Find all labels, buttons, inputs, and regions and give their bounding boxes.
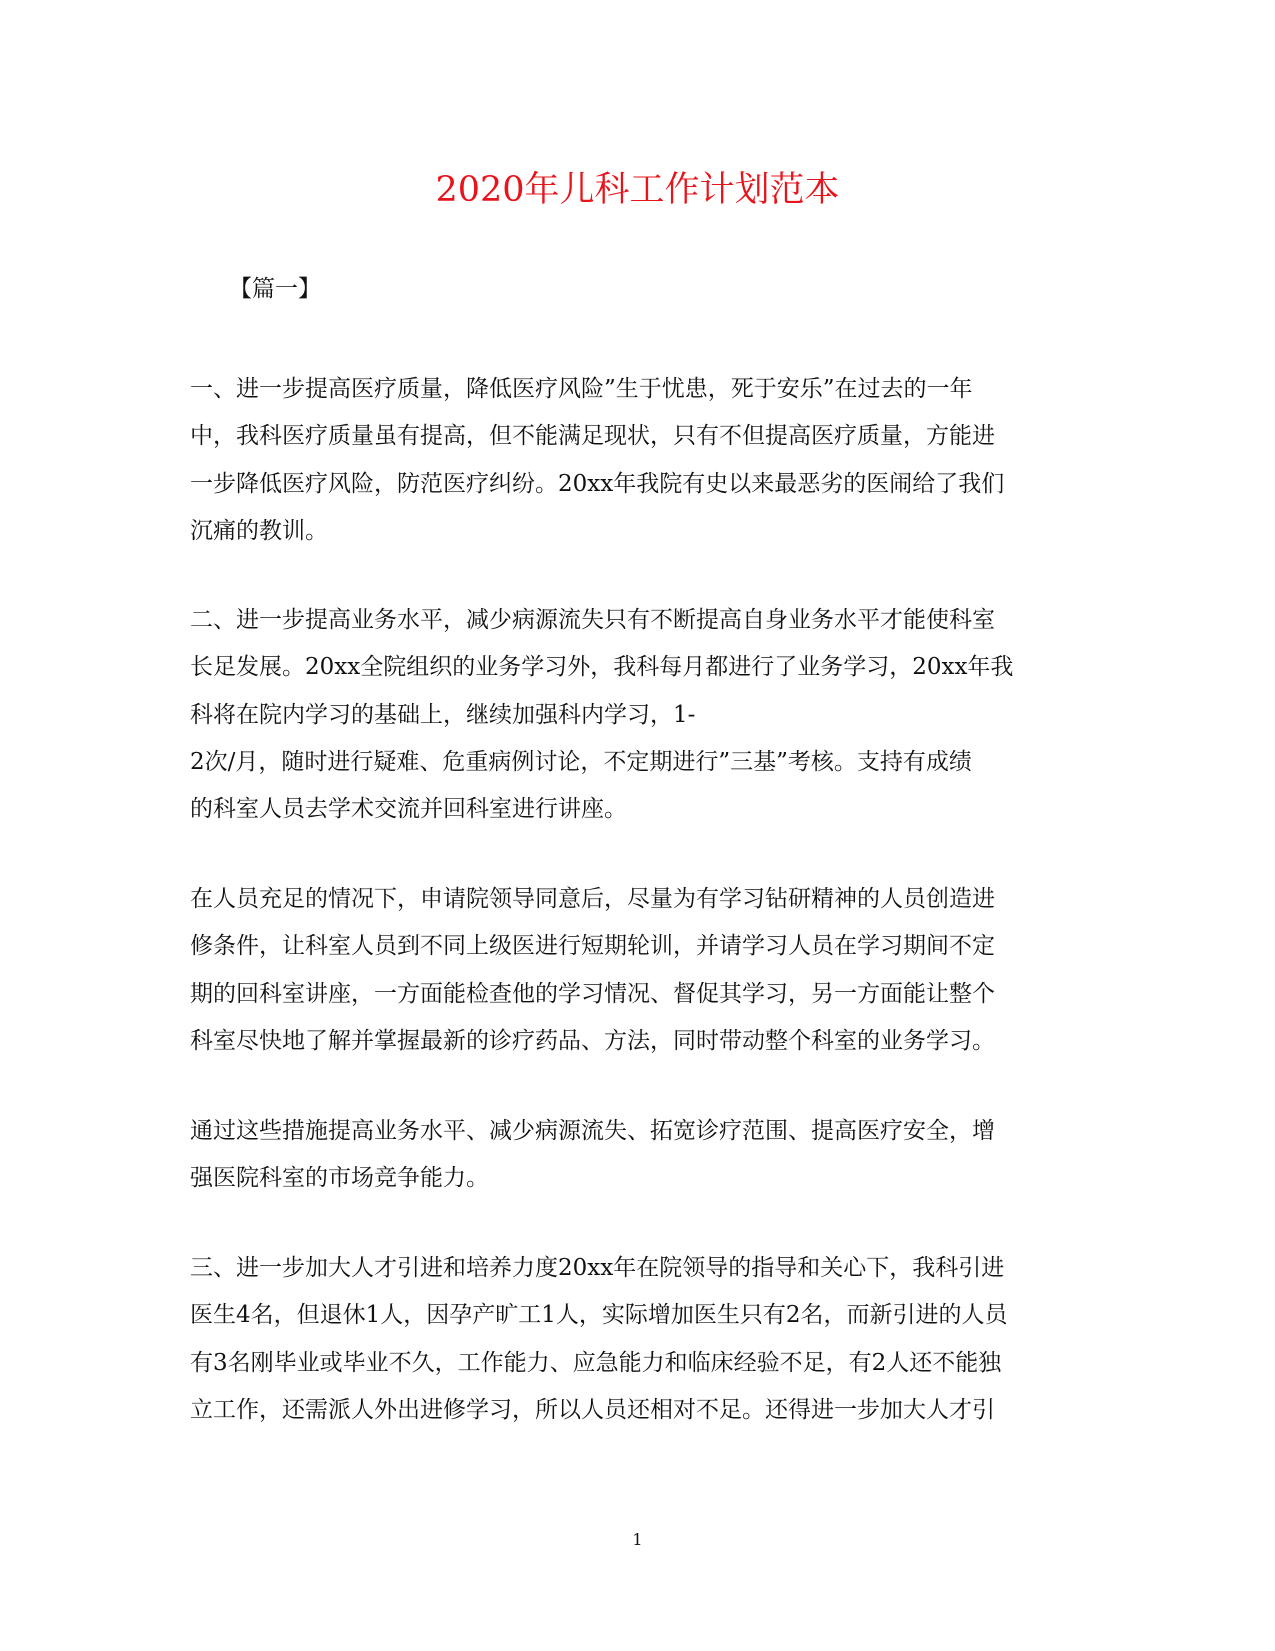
- paragraph-line: 一步降低医疗风险，防范医疗纠纷。20xx年我院有史以来最恶劣的医闹给了我们: [190, 470, 1005, 497]
- paragraph-line: 的科室人员去学术交流并回科室进行讲座。: [190, 796, 627, 823]
- paragraph-line: 长足发展。20xx全院组织的业务学习外，我科每月都进行了业务学习，20xx年我: [190, 654, 1014, 681]
- paragraph-5: [190, 1245, 1090, 1434]
- paragraph-line: 科将在院内学习的基础上，继续加强科内学习，1-: [190, 701, 696, 728]
- paragraph-2: [190, 597, 1090, 833]
- paragraph-line: 2次/月，随时进行疑难、危重病例讨论，不定期进行”三基”考核。支持有成绩: [190, 748, 972, 775]
- paragraph-3: [190, 876, 1090, 1065]
- paragraph-line: 医生4名，但退休1人，因孕产旷工1人，实际增加医生只有2名，而新引进的人员: [190, 1302, 1008, 1329]
- paragraph-line: 三、进一步加大人才引进和培养力度20xx年在院领导的指导和关心下，我科引进: [190, 1255, 1005, 1281]
- paragraph-line: 科室尽快地了解并掌握最新的诊疗药品、方法，同时带动整个科室的业务学习。: [190, 1027, 995, 1054]
- paragraph-line: 有3名刚毕业或毕业不久，工作能力、应急能力和临床经验不足，有2人还不能独: [190, 1349, 1002, 1376]
- paragraph-line: 期的回科室讲座，一方面能检查他的学习情况、督促其学习，另一方面能让整个: [190, 980, 995, 1007]
- paragraph-line: 立工作，还需派人外出进修学习，所以人员还相对不足。还得进一步加大人才引: [190, 1396, 995, 1423]
- paragraph-line: 一、进一步提高医疗质量，降低医疗风险”生于忧患，死于安乐”在过去的一年: [190, 376, 973, 402]
- paragraph-line: 沉痛的教训。: [190, 517, 328, 544]
- page-number: 1: [632, 1530, 643, 1549]
- paragraph-1: [190, 366, 1090, 555]
- paragraph-line: 强医院科室的市场竞争能力。: [190, 1165, 489, 1192]
- section-label: 【篇一】: [229, 276, 321, 302]
- document-title: 2020年儿科工作计划范本: [435, 170, 840, 210]
- paragraph-line: 修条件，让科室人员到不同上级医进行短期轮训，并请学习人员在学习期间不定: [190, 933, 995, 960]
- paragraph-line: 在人员充足的情况下，申请院领导同意后，尽量为有学习钻研精神的人员创造进: [190, 886, 995, 912]
- paragraph-line: 中，我科医疗质量虽有提高，但不能满足现状，只有不但提高医疗质量，方能进: [190, 423, 995, 450]
- paragraph-line: 二、进一步提高业务水平，减少病源流失只有不断提高自身业务水平才能使科室: [190, 607, 995, 633]
- paragraph-line: 通过这些措施提高业务水平、减少病源流失、拓宽诊疗范围、提高医疗安全，增: [190, 1118, 995, 1144]
- paragraph-4: [190, 1108, 1090, 1203]
